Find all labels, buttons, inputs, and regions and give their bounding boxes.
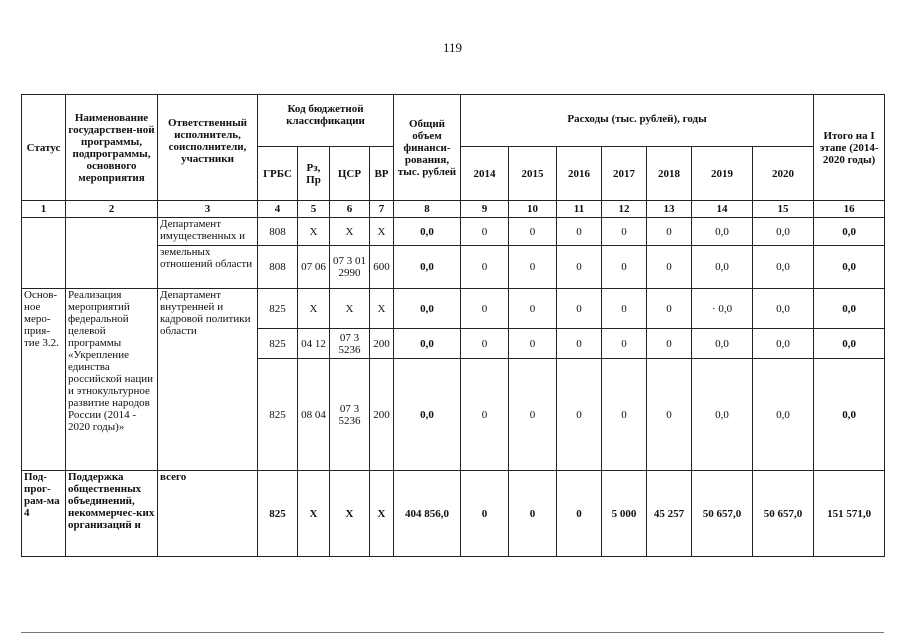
- total-cell: 404 856,0: [394, 471, 461, 557]
- executor-cell: Департамент имущественных и: [158, 218, 258, 246]
- year-cell: 0,0: [692, 329, 753, 359]
- vr-cell: 600: [370, 246, 394, 289]
- column-number: 1: [22, 201, 66, 218]
- csr-cell: 07 3 5236: [330, 359, 370, 471]
- year-cell: 0: [602, 359, 647, 471]
- grbs-cell: 825: [258, 289, 298, 329]
- header-expenses: Расходы (тыс. рублей), годы: [461, 95, 814, 147]
- header-year: 2015: [509, 147, 557, 201]
- stage-total-cell: 0,0: [814, 289, 885, 329]
- total-cell: 0,0: [394, 329, 461, 359]
- year-cell: 0: [602, 289, 647, 329]
- rzpr-cell: Х: [298, 471, 330, 557]
- column-number: 7: [370, 201, 394, 218]
- year-cell: 0: [509, 359, 557, 471]
- header-vr: ВР: [370, 147, 394, 201]
- status-cell: [22, 218, 66, 289]
- header-year: 2019: [692, 147, 753, 201]
- year-cell: 0: [461, 471, 509, 557]
- year-cell: · 0,0: [692, 289, 753, 329]
- rzpr-cell: 07 06: [298, 246, 330, 289]
- table-row: [22, 218, 885, 246]
- header-csr: ЦСР: [330, 147, 370, 201]
- year-cell: 50 657,0: [692, 471, 753, 557]
- year-cell: 0: [647, 359, 692, 471]
- csr-cell: Х: [330, 289, 370, 329]
- column-number: 15: [753, 201, 814, 218]
- page-number: 119: [442, 40, 463, 55]
- column-number: 6: [330, 201, 370, 218]
- executor-cell: Департамент внутренней и кадровой политики области: [158, 289, 258, 471]
- year-cell: 0,0: [753, 289, 814, 329]
- year-cell: 0: [647, 329, 692, 359]
- year-cell: 0: [647, 246, 692, 289]
- status-cell: Под-прог-рам-ма 4: [22, 471, 66, 557]
- year-cell: 5 000: [602, 471, 647, 557]
- year-cell: 0: [461, 359, 509, 471]
- column-number: 3: [158, 201, 258, 218]
- year-cell: 50 657,0: [753, 471, 814, 557]
- header-year: 2017: [602, 147, 647, 201]
- rzpr-cell: 08 04: [298, 359, 330, 471]
- stage-total-cell: 0,0: [814, 359, 885, 471]
- year-cell: 0,0: [753, 246, 814, 289]
- year-cell: 0: [461, 329, 509, 359]
- budget-table: [21, 94, 885, 557]
- grbs-cell: 808: [258, 246, 298, 289]
- total-cell: 0,0: [394, 289, 461, 329]
- name-cell: Реализация мероприятий федеральной целевой программы «Укрепление единства российской нации и этнокультурное развитие народов России (2014 - 2020 годы)»: [66, 289, 158, 471]
- rzpr-cell: Х: [298, 218, 330, 246]
- year-cell: 0: [509, 329, 557, 359]
- year-cell: 0,0: [692, 359, 753, 471]
- stage-total-cell: 0,0: [814, 218, 885, 246]
- csr-cell: Х: [330, 471, 370, 557]
- table-row: [22, 471, 885, 557]
- year-cell: 0: [557, 359, 602, 471]
- header-rzpr: Рз, Пр: [298, 147, 330, 201]
- column-number: 4: [258, 201, 298, 218]
- column-number: 13: [647, 201, 692, 218]
- grbs-cell: 825: [258, 359, 298, 471]
- column-number: 14: [692, 201, 753, 218]
- year-cell: 0: [602, 246, 647, 289]
- year-cell: 0: [461, 289, 509, 329]
- total-cell: 0,0: [394, 359, 461, 471]
- column-number: 8: [394, 201, 461, 218]
- year-cell: 0,0: [753, 218, 814, 246]
- header-stage-total: Итого на I этапе (2014-2020 годы): [814, 95, 885, 201]
- grbs-cell: 825: [258, 329, 298, 359]
- year-cell: 0: [509, 218, 557, 246]
- header-year: 2018: [647, 147, 692, 201]
- csr-cell: 07 3 5236: [330, 329, 370, 359]
- year-cell: 0: [557, 218, 602, 246]
- column-number-row: [22, 201, 885, 218]
- column-number: 11: [557, 201, 602, 218]
- vr-cell: Х: [370, 289, 394, 329]
- executor-cell: земельных отношений области: [158, 246, 258, 289]
- column-number: 5: [298, 201, 330, 218]
- year-cell: 0: [557, 471, 602, 557]
- year-cell: 0: [461, 218, 509, 246]
- year-cell: 45 257: [647, 471, 692, 557]
- year-cell: 0,0: [753, 359, 814, 471]
- rzpr-cell: Х: [298, 289, 330, 329]
- year-cell: 0,0: [692, 246, 753, 289]
- executor-cell: всего: [158, 471, 258, 557]
- rzpr-cell: 04 12: [298, 329, 330, 359]
- name-cell: [66, 218, 158, 289]
- vr-cell: Х: [370, 218, 394, 246]
- csr-cell: 07 3 01 2990: [330, 246, 370, 289]
- year-cell: 0: [602, 218, 647, 246]
- header-year: 2014: [461, 147, 509, 201]
- column-number: 12: [602, 201, 647, 218]
- year-cell: 0: [557, 246, 602, 289]
- table-row: [22, 289, 885, 329]
- stage-total-cell: 0,0: [814, 246, 885, 289]
- year-cell: 0: [647, 289, 692, 329]
- year-cell: 0: [509, 289, 557, 329]
- year-cell: 0: [602, 329, 647, 359]
- year-cell: 0: [509, 471, 557, 557]
- column-number: 2: [66, 201, 158, 218]
- header-grbs: ГРБС: [258, 147, 298, 201]
- year-cell: 0,0: [753, 329, 814, 359]
- vr-cell: 200: [370, 329, 394, 359]
- vr-cell: 200: [370, 359, 394, 471]
- header-executor: Ответственный исполнитель, соисполнители, участники: [158, 95, 258, 201]
- status-cell: Основ-ное меро-прия-тие 3.2.: [22, 289, 66, 471]
- year-cell: 0: [557, 289, 602, 329]
- stage-total-cell: 151 571,0: [814, 471, 885, 557]
- year-cell: 0,0: [692, 218, 753, 246]
- column-number: 10: [509, 201, 557, 218]
- header-year: 2016: [557, 147, 602, 201]
- header-budget-code: Код бюджетной классификации: [258, 95, 394, 147]
- column-number: 9: [461, 201, 509, 218]
- stage-total-cell: 0,0: [814, 329, 885, 359]
- year-cell: 0: [461, 246, 509, 289]
- name-cell: Поддержка общественных объединений, некоммерчес-ких организаций и: [66, 471, 158, 557]
- grbs-cell: 825: [258, 471, 298, 557]
- year-cell: 0: [509, 246, 557, 289]
- header-total-volume: Общий объем финанси-рования, тыс. рублей: [394, 95, 461, 201]
- header-year: 2020: [753, 147, 814, 201]
- header-status: Статус: [22, 95, 66, 201]
- csr-cell: Х: [330, 218, 370, 246]
- header-name: Наименование государствен-ной программы, подпрограммы, основного мероприятия: [66, 95, 158, 201]
- column-number: 16: [814, 201, 885, 218]
- grbs-cell: 808: [258, 218, 298, 246]
- year-cell: 0: [557, 329, 602, 359]
- page-bottom-rule: [21, 632, 884, 633]
- total-cell: 0,0: [394, 246, 461, 289]
- total-cell: 0,0: [394, 218, 461, 246]
- vr-cell: Х: [370, 471, 394, 557]
- year-cell: 0: [647, 218, 692, 246]
